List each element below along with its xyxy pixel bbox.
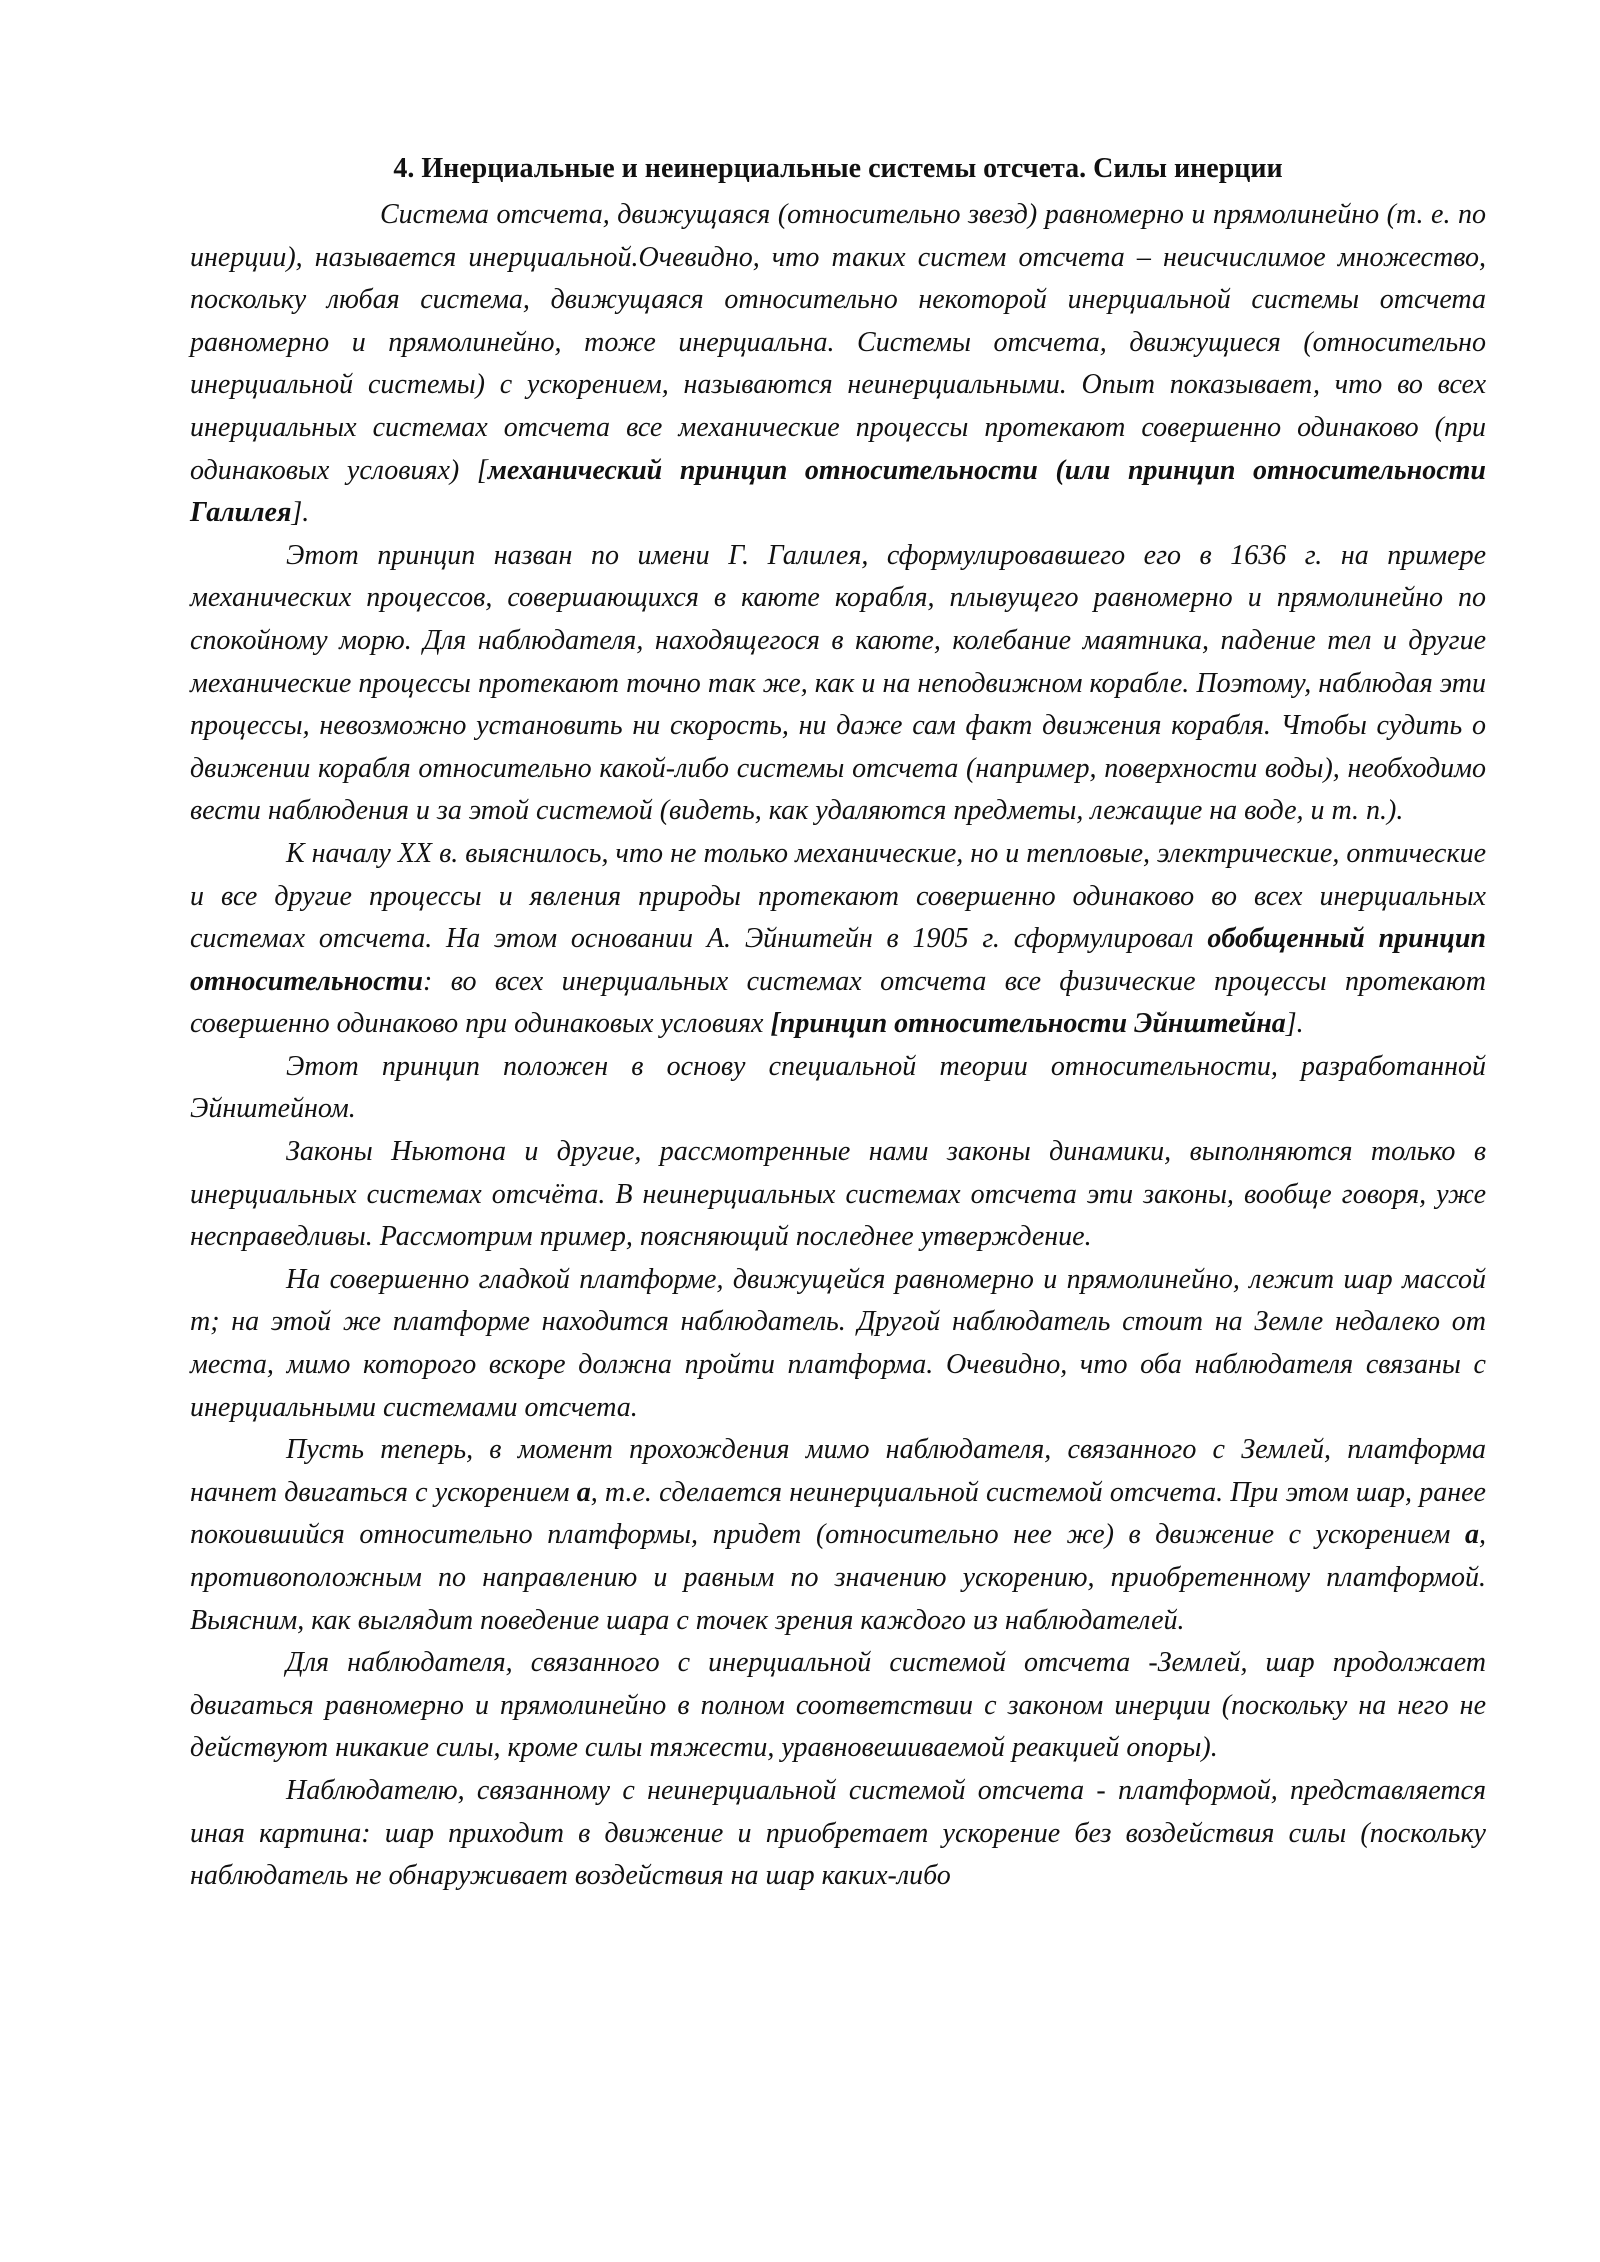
text-run: , т.е. сделается неинерциальной системой отсчета. При этом шар, ранее покоившийся относительно платформы, придет (относительно нее же) в движение с ускорением [190, 1476, 1486, 1551]
text-run: ]. [291, 497, 310, 529]
bold-symbol-acceleration: a [576, 1476, 591, 1508]
paragraph-inertial-frames [190, 194, 1486, 535]
bold-symbol-acceleration: a [1465, 1519, 1479, 1551]
paragraph-einstein-principle [190, 833, 1486, 1046]
bold-term-einstein-principle: [принцип относительности Эйнштейна [770, 1008, 1286, 1040]
paragraph-platform-observer: Наблюдателю, связанному с неинерциальной системой отсчета - платформой, представляется иная картина: шар приходит в движение и приобретает ускорение без воздействия силы (поскольку наблюдатель не обнаруживает воздействия на шар каких-либо [190, 1774, 1486, 1892]
page-title: 4. Инерциальные и неинерциальные системы отсчета. Силы инерции [393, 153, 1283, 184]
document-body [190, 148, 1486, 1898]
paragraph-platform-example: На совершенно гладкой платформе, движущейся равномерно и прямолинейно, лежит шар массой m; на этой же платформе находится наблюдатель. Другой наблюдатель стоит на Земле недалеко от места, мимо которого вскоре должна пройти платформа. Очевидно, что оба наблюдателя связаны с инерциальными системами отсчета. [190, 1263, 1486, 1423]
text-run: Пусть теперь, в момент прохождения мимо наблюдателя, связанного с Землей, платформа начнет двигаться с ускорением [190, 1434, 1486, 1508]
paragraph-newton-laws: Законы Ньютона и другие, рассмотренные нами законы динамики, выполняются только в инерциальных системах отсчёта. В неинерциальных системах отсчета эти законы, вообще говоря, уже несправедливы. Рассмотрим пример, поясняющий последнее утверждение. [190, 1136, 1486, 1253]
paragraph-special-relativity: Этот принцип положен в основу специальной теории относительности, разработанной Эйнштейном. [190, 1050, 1486, 1125]
text-run: : во всех инерциальных системах отсчета все физические процессы протекают совершенно одинаково при одинаковых условиях [190, 965, 1486, 1040]
text-run: Система отсчета, движущаяся (относительно звезд) равномерно и прямолинейно (т. е. по инерции), называется инерциальной.Очевидно, что таких систем отсчета – неисчислимое множество, поскольку любая система, движущаяся относительно некоторой инерциальной системы отсчета равномерно и прямолинейно, тоже инерциальна. Системы отсчета, движущиеся (относительно инерциальной системы) с ускорением, называются неинерциальными. Опыт показывает, что во всех инерциальных системах отсчета все механические процессы протекают совершенно одинаково (при одинаковых условиях) [ [190, 199, 1486, 486]
text-run: ]. [1285, 1008, 1304, 1040]
bold-term-galileo-principle: механический принцип относительности (или принцип относительности Галилея [190, 454, 1486, 529]
text-run: К началу XX в. выяснилось, что не только механические, но и тепловые, электрические, оптические и все другие процессы и явления природы протекают совершенно одинаково во всех инерциальных системах отсчета. На этом основании А. Эйнштейн в 1905 г. сформулировал [190, 837, 1486, 955]
paragraph-galileo-ship: Этот принцип назван по имени Г. Галилея, сформулировавшего его в 1636 г. на примере механических процессов, совершающихся в каюте корабля, плывущего равномерно и прямолинейно по спокойному морю. Для наблюдателя, находящегося в каюте, колебание маятника, падение тел и другие механические процессы протекают точно так же, как и на неподвижном корабле. Поэтому, наблюдая эти процессы, невозможно установить ни скорость, ни даже сам факт движения корабля. Чтобы судить о движении корабля относительно какой-либо системы отсчета (например, поверхности воды), необходимо вести наблюдения и за этой системой (видеть, как удаляются предметы, лежащие на воде, и т. п.). [190, 539, 1486, 827]
paragraph-accelerating-platform [190, 1429, 1486, 1642]
bold-term-generalized-principle: обобщенный принцип относительности [190, 923, 1486, 997]
text-run: , противоположным по направлению и равным по значению ускорению, приобретенному платформой. Выясним, как выглядит поведение шара с точек зрения каждого из наблюдателей. [190, 1519, 1486, 1636]
paragraph-earth-observer: Для наблюдателя, связанного с инерциальной системой отсчета -Землей, шар продолжает двигаться равномерно и прямолинейно в полном соответствии с законом инерции (поскольку на него не действуют никакие силы, кроме силы тяжести, уравновешиваемой реакцией опоры). [190, 1647, 1486, 1764]
